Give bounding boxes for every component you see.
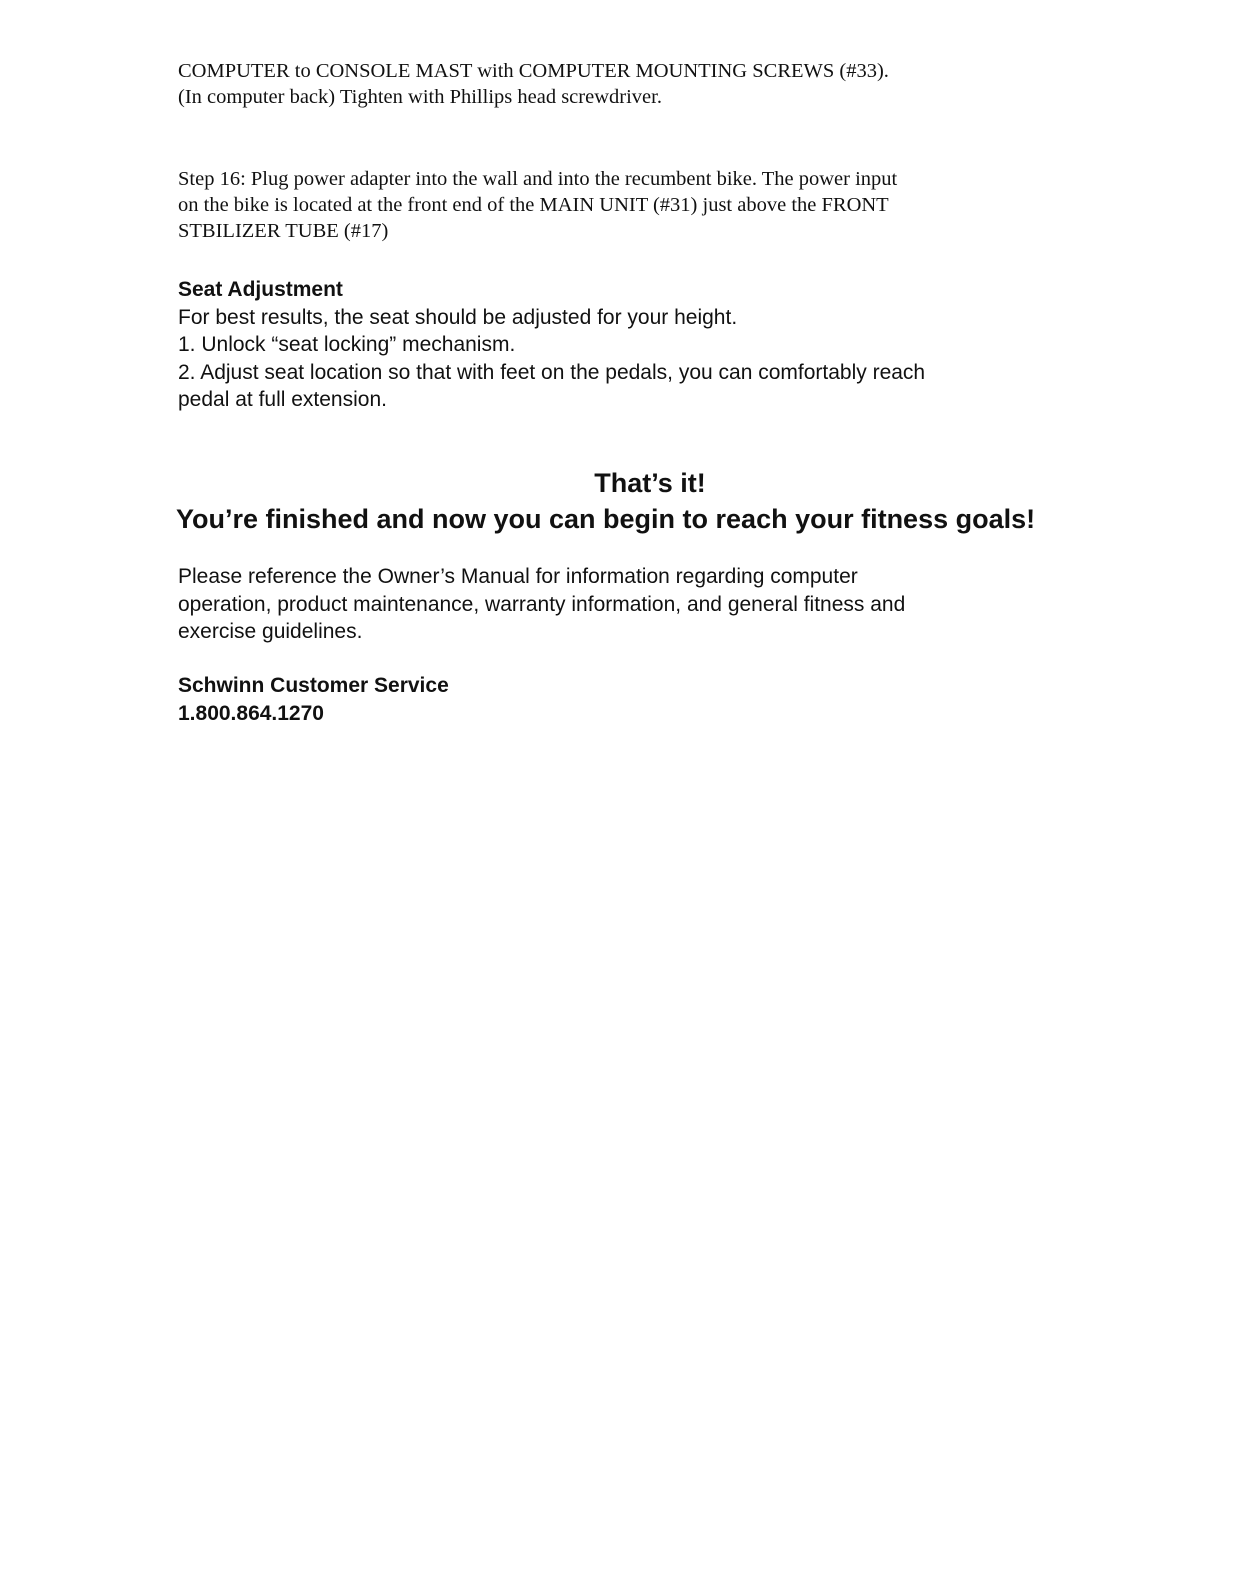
step-16-line-1: Step 16: Plug power adapter into the wall and into the recumbent bike. The power input [178, 168, 898, 190]
customer-service-name: Schwinn Customer Service [178, 674, 449, 697]
intro-line-2: (In computer back) Tighten with Phillips head screwdriver. [178, 86, 662, 108]
intro-paragraph [178, 58, 889, 110]
seat-adjustment-title: Seat Adjustment [178, 278, 343, 301]
intro-line-1: COMPUTER to CONSOLE MAST with COMPUTER MOUNTING SCREWS (#33). [178, 60, 889, 82]
step-16-paragraph [178, 166, 897, 244]
finish-title: That’s it! [594, 468, 706, 498]
seat-adjustment-section [178, 276, 925, 414]
reference-paragraph [178, 563, 905, 646]
reference-line-3: exercise guidelines. [178, 620, 363, 643]
seat-adjustment-line-2: 1. Unlock “seat locking” mechanism. [178, 333, 516, 356]
seat-adjustment-line-3: 2. Adjust seat location so that with feet on the pedals, you can comfortably reach [178, 360, 926, 384]
reference-line-1: Please reference the Owner’s Manual for information regarding computer [178, 565, 858, 588]
seat-adjustment-line-1: For best results, the seat should be adjusted for your height. [178, 305, 738, 329]
finish-subtitle: You’re finished and now you can begin to reach your fitness goals! [176, 504, 1036, 534]
seat-adjustment-line-4: pedal at full extension. [178, 388, 387, 411]
step-16-line-3: STBILIZER TUBE (#17) [178, 220, 389, 242]
customer-service-phone: 1.800.864.1270 [178, 701, 324, 725]
step-16-line-2: on the bike is located at the front end of the MAIN UNIT (#31) just above the FRONT [178, 194, 889, 216]
customer-service-block [178, 672, 449, 727]
reference-line-2: operation, product maintenance, warranty information, and general fitness and [178, 592, 906, 616]
